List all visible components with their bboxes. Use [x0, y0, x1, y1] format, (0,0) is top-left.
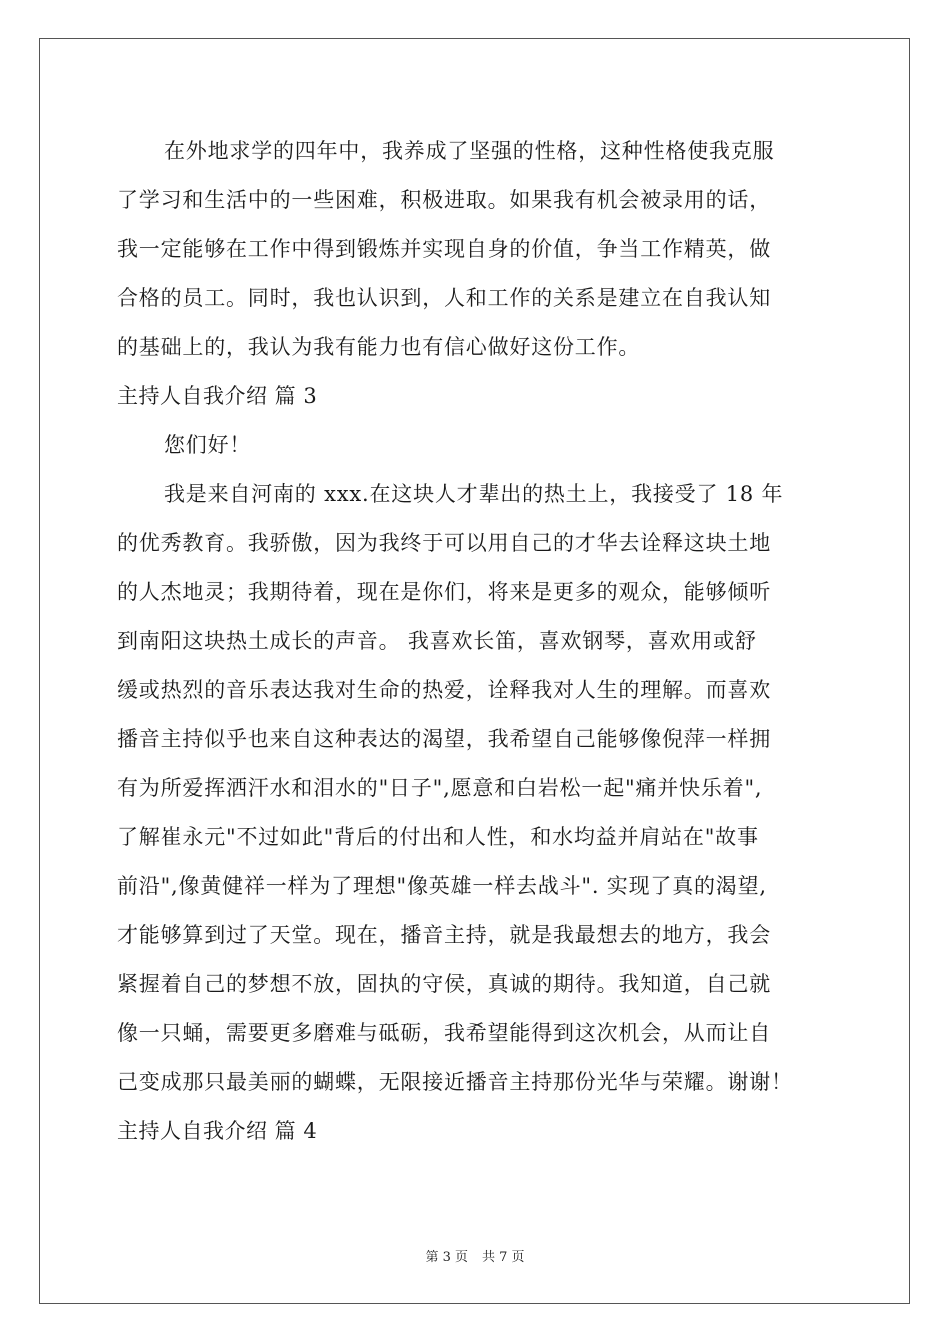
section-heading-4: 主持人自我介绍 篇 4	[117, 1119, 318, 1143]
paragraph-line: 到南阳这块热土成长的声音。 我喜欢长笛，喜欢钢琴，喜欢用或舒	[117, 629, 757, 653]
greeting: 您们好！	[164, 433, 252, 457]
paragraph-line: 的优秀教育。我骄傲，因为我终于可以用自己的才华去诠释这块土地	[117, 531, 771, 555]
page-total: 共 7 页	[482, 1250, 525, 1265]
paragraph-line: 合格的员工。同时，我也认识到，人和工作的关系是建立在自我认知	[117, 286, 771, 310]
paragraph-line: 缓或热烈的音乐表达我对生命的热爱，诠释我对人生的理解。而喜欢	[117, 678, 771, 702]
paragraph-line: 己变成那只最美丽的蝴蝶，无限接近播音主持那份光华与荣耀。谢谢！	[117, 1070, 793, 1094]
paragraph-line: 有为所爱挥洒汗水和泪水的"日子",愿意和白岩松一起"痛并快乐着",	[117, 776, 763, 800]
page-footer	[0, 1246, 950, 1265]
paragraph-line: 的基础上的，我认为我有能力也有信心做好这份工作。	[117, 335, 641, 359]
page-number: 第 3 页	[425, 1250, 468, 1265]
paragraph-line: 播音主持似乎也来自这种表达的渴望，我希望自己能够像倪萍一样拥	[117, 727, 771, 751]
paragraph-line: 的人杰地灵；我期待着，现在是你们，将来是更多的观众，能够倾听	[117, 580, 771, 604]
paragraph-line: 像一只蛹，需要更多磨难与砥砺，我希望能得到这次机会，从而让自	[117, 1021, 771, 1045]
paragraph-line: 了学习和生活中的一些困难，积极进取。如果我有机会被录用的话，	[117, 188, 771, 212]
paragraph-line: 了解崔永元"不过如此"背后的付出和人性，和水均益并肩站在"故事	[117, 825, 759, 849]
paragraph-line: 我是来自河南的 xxx.在这块人才辈出的热土上，我接受了 18 年	[164, 482, 784, 506]
paragraph-line: 我一定能够在工作中得到锻炼并实现自身的价值，争当工作精英，做	[117, 237, 771, 261]
section-heading-3: 主持人自我介绍 篇 3	[117, 384, 318, 408]
paragraph-2	[117, 470, 850, 1107]
document-body	[117, 127, 850, 1156]
paragraph-1	[117, 127, 850, 372]
paragraph-line: 才能够算到过了天堂。现在，播音主持，就是我最想去的地方，我会	[117, 923, 771, 947]
paragraph-line: 紧握着自己的梦想不放，固执的守侯，真诚的期待。我知道，自己就	[117, 972, 771, 996]
paragraph-line: 在外地求学的四年中，我养成了坚强的性格，这种性格使我克服	[164, 139, 775, 163]
paragraph-line: 前沿",像黄健祥一样为了理想"像英雄一样去战斗". 实现了真的渴望,	[117, 874, 767, 898]
